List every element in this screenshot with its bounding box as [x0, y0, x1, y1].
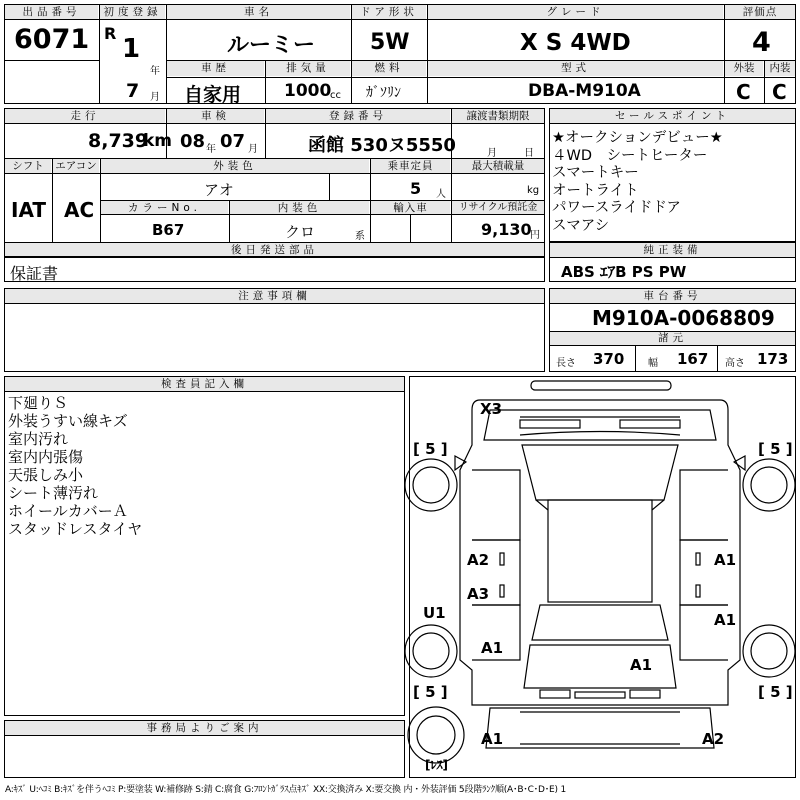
history-label: 車歴	[167, 61, 264, 76]
plate-number: 函館 530ヌ5550	[308, 135, 456, 156]
inspector-line: 天張しみ小	[8, 466, 84, 484]
sales-point-item: スマアシ	[552, 217, 610, 234]
mark-tire-front-right: [ 5 ]	[758, 440, 793, 458]
sales-point-item: ４WD シートヒーター	[552, 147, 708, 164]
transfer-month: 月	[487, 148, 497, 159]
dims-label: 諸元	[550, 332, 795, 345]
reg-month: 7	[126, 80, 140, 102]
grade-label: グレード	[428, 5, 723, 19]
car-name: ルーミー	[227, 33, 316, 58]
max-load-label: 最大積載量	[452, 159, 544, 173]
year-unit: 年	[150, 66, 160, 77]
first-reg-label: 初度登録	[100, 5, 165, 19]
mark-a2-left-door: A2	[467, 551, 490, 569]
inspector-label: 検査員記入欄	[5, 377, 404, 391]
max-load-unit: kg	[527, 185, 540, 196]
office-label: 事務局よりご案内	[5, 721, 404, 735]
equipment-label: 純正装備	[550, 243, 795, 257]
equipment-value: ABS ｴｱB PS PW	[561, 263, 687, 281]
interior-label: 内装	[765, 61, 795, 76]
mileage-unit: km	[143, 131, 173, 151]
mark-tire-front-left: [ 5 ]	[413, 440, 448, 458]
reg-year: 1	[122, 34, 141, 64]
history: 自家用	[184, 84, 242, 106]
exterior-label: 外装	[725, 61, 763, 76]
score: 4	[752, 27, 771, 58]
length: 370	[593, 350, 625, 368]
fuel-label: 燃料	[352, 61, 426, 76]
inspector-line: ホイールカバーＡ	[8, 502, 128, 520]
plate-label: 登録番号	[266, 109, 450, 123]
inspector-line: 下廻りＳ	[8, 394, 69, 412]
color-no-label: カラーNo.	[101, 201, 228, 214]
capacity-unit: 人	[436, 189, 446, 200]
legend: A:ｷｽﾞ U:ﾍｺﾐ B:ｷｽﾞを伴うﾍｺﾐ P:要塗装 W:補修跡 S:錆 C:腐食 G:ﾌﾛﾝﾄｶﾞﾗｽ点ｷｽﾞ XX:交換済み X:要交換 内・外装評価 5段階ﾗﾝｸ順(A･B･C･D･E) 1	[5, 785, 566, 795]
sales-point-item: オートライト	[552, 182, 639, 199]
inspection-month-unit: 月	[248, 144, 258, 155]
lot-number-label: 出品番号	[5, 5, 98, 19]
inspector-line: スタッドレスタイヤ	[8, 520, 143, 538]
mark-a3-left-rear: A3	[467, 585, 490, 603]
inspector-line: シート薄汚れ	[8, 484, 99, 502]
car-name-label: 車名	[167, 5, 350, 19]
int-color: クロ	[285, 223, 316, 241]
inspector-line: 室内汚れ	[8, 430, 69, 448]
inspection-year-unit: 年	[206, 144, 216, 155]
mark-a1-right-front: A1	[714, 551, 737, 569]
spec-block	[4, 108, 545, 258]
later-parts: 保証書	[10, 264, 59, 283]
displacement: 1000	[284, 81, 332, 101]
mark-a2-bumper-right: A2	[702, 730, 725, 748]
mark-a1-bumper-left: A1	[481, 730, 504, 748]
model: DBA-M910A	[528, 81, 641, 101]
month-unit: 月	[150, 92, 160, 103]
transfer-deadline-label: 譲渡書類期限	[452, 109, 544, 123]
era: R	[104, 24, 117, 43]
mark-u1-left: U1	[423, 604, 446, 622]
int-color-unit: 系	[355, 231, 365, 242]
chassis-number: M910A-0068809	[592, 306, 775, 330]
mileage: 8,739	[88, 130, 149, 152]
import-label: 輸入車	[371, 201, 450, 214]
fuel: ｶﾞｿﾘﾝ	[366, 85, 401, 101]
sales-point-item: パワースライドドア	[552, 200, 681, 216]
mark-a1-right-rear: A1	[714, 611, 737, 629]
recycle-label: リサイクル預託金	[452, 201, 544, 214]
later-parts-label: 後日発送部品	[5, 243, 544, 257]
inspection-month: 07	[220, 131, 246, 152]
mark-a1-rear-center: A1	[630, 656, 653, 674]
car-diagram-block	[409, 376, 796, 778]
inspection-label: 車検	[167, 109, 264, 123]
ext-color: アオ	[204, 181, 234, 199]
shift-label: シフト	[5, 159, 51, 173]
mark-x3: X3	[480, 400, 503, 418]
model-label: 型式	[428, 61, 723, 76]
color-no: B67	[152, 221, 185, 239]
mark-tire-rear-right: [ 5 ]	[758, 683, 793, 701]
grade: X S 4WD	[520, 30, 631, 56]
width-label: 幅	[648, 358, 658, 369]
door-label: ドア形状	[352, 5, 426, 19]
displacement-unit: cc	[330, 90, 341, 101]
sales-point-item: ★オークションデビュー★	[552, 130, 723, 146]
mark-spare-tire: [ﾚｽ]	[425, 758, 448, 772]
ac: AC	[64, 198, 95, 222]
mileage-label: 走行	[5, 109, 165, 123]
capacity: 5	[410, 179, 422, 198]
mark-tire-rear-left: [ 5 ]	[413, 683, 448, 701]
mark-a1-left-rear: A1	[481, 639, 504, 657]
height-label: 高さ	[725, 358, 745, 369]
door-type: 5W	[370, 30, 410, 55]
width: 167	[677, 350, 709, 368]
height: 173	[757, 350, 789, 368]
ac-label: エアコン	[53, 159, 99, 173]
length-label: 長さ	[556, 358, 576, 369]
inspector-notes	[8, 394, 142, 538]
sales-points-list	[552, 130, 723, 235]
inspector-line: 外装うすい線キズ	[8, 412, 128, 430]
ext-color-label: 外装色	[101, 159, 369, 173]
int-color-label: 内装色	[230, 201, 369, 214]
interior-grade: C	[772, 80, 787, 104]
score-label: 評価点	[725, 5, 795, 19]
inspector-line: 室内内張傷	[8, 448, 84, 466]
notes-label: 注意事項欄	[5, 289, 544, 303]
sales-point-item: スマートキー	[552, 165, 639, 181]
displacement-label: 排気量	[266, 61, 350, 76]
transfer-day: 日	[524, 148, 534, 159]
recycle-fee: 9,130	[481, 220, 532, 239]
exterior-grade: C	[736, 80, 751, 104]
lot-number: 6071	[14, 24, 90, 55]
recycle-unit: 円	[530, 230, 540, 241]
inspection-year: 08	[180, 131, 206, 152]
chassis-label: 車台番号	[550, 289, 795, 303]
capacity-label: 乗車定員	[371, 159, 450, 173]
shift: IAT	[11, 198, 47, 222]
sales-points-label: セールスポイント	[550, 109, 795, 123]
